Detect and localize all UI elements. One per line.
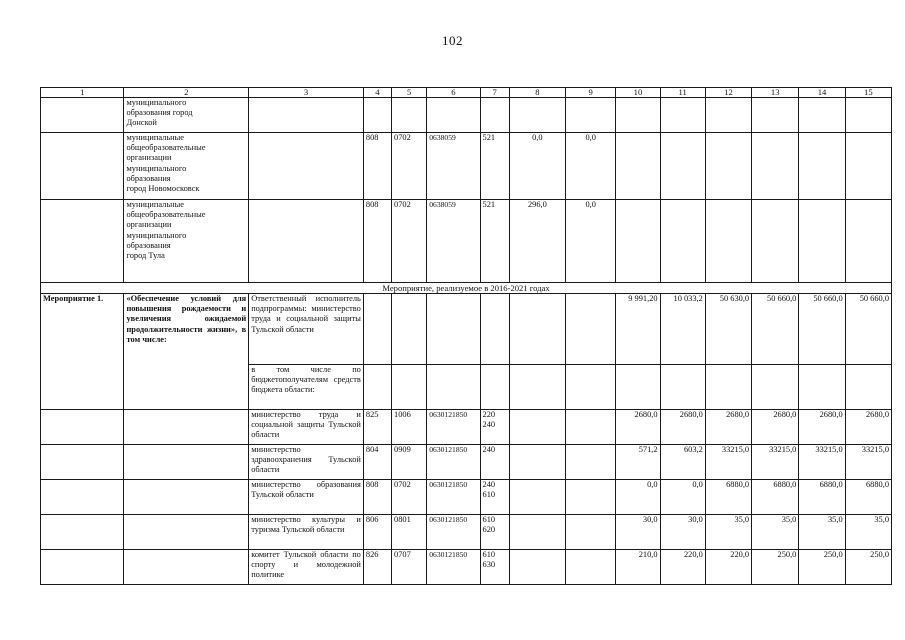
section-code-cell: 1006	[392, 410, 427, 445]
value-cell	[616, 98, 660, 133]
value-cell: 220,0	[705, 550, 751, 585]
header-cell: 12	[705, 88, 751, 98]
header-cell: 4	[363, 88, 391, 98]
value-cell	[752, 98, 799, 133]
header-cell: 3	[249, 88, 364, 98]
value-cell	[660, 133, 705, 200]
org-name-cell	[124, 98, 249, 133]
value-cell	[845, 133, 891, 200]
value-cell	[705, 98, 751, 133]
value-cell: 6880,0	[799, 480, 845, 515]
recipient-row	[41, 515, 892, 550]
header-cell: 8	[509, 88, 565, 98]
code-cell	[392, 365, 427, 410]
value-cell	[566, 365, 616, 410]
header-cell: 10	[616, 88, 660, 98]
value-cell: 6880,0	[752, 480, 799, 515]
value-cell	[660, 365, 705, 410]
event-title: «Обеспечение условий для повышения рождаемости и увеличения ожидаемой продолжительности жизни», в том числе:	[124, 294, 249, 410]
expense-type-cell	[480, 515, 509, 550]
recipient-row	[41, 410, 892, 445]
value-cell: 33215,0	[845, 445, 891, 480]
target-code-cell	[427, 98, 480, 133]
budget-table	[40, 87, 892, 585]
org-name-cell-line: муниципального	[126, 163, 187, 173]
value-cell: 2680,0	[660, 410, 705, 445]
org-name-cell-line: город Новомосковск	[126, 184, 200, 194]
target-code-cell: 0630121850	[427, 445, 480, 480]
expense-type-cell-line: 630	[482, 560, 496, 570]
table-row	[41, 98, 892, 133]
value-cell: 0,0	[566, 133, 616, 200]
event-row	[41, 294, 892, 365]
expense-type-cell	[480, 480, 509, 515]
col-2-cell	[124, 480, 249, 515]
header-cell: 11	[660, 88, 705, 98]
org-name-cell-line: организации	[126, 153, 172, 163]
value-cell: 50 660,0	[799, 294, 845, 365]
value-cell	[799, 98, 845, 133]
value-cell: 6880,0	[705, 480, 751, 515]
col-1-cell	[41, 550, 124, 585]
value-cell: 2680,0	[616, 410, 660, 445]
section-code-cell: 0707	[392, 550, 427, 585]
expense-type-cell	[480, 133, 509, 200]
code-cell	[363, 365, 391, 410]
value-cell	[616, 200, 660, 283]
target-code-cell: 0638059	[427, 200, 480, 283]
org-name-cell-line: город Тула	[126, 251, 165, 261]
header-cell: 14	[799, 88, 845, 98]
executor-cell: в том числе по бюджетополучателям средств бюджета области:	[249, 365, 364, 410]
expense-type-cell	[480, 365, 509, 410]
expense-type-cell-line: 620	[482, 525, 496, 535]
value-cell: 30,0	[660, 515, 705, 550]
code-cell	[427, 365, 480, 410]
org-name-cell-line: муниципального	[126, 230, 187, 240]
value-cell: 33215,0	[752, 445, 799, 480]
value-cell	[509, 98, 565, 133]
value-cell	[660, 98, 705, 133]
section-code-cell: 0702	[392, 480, 427, 515]
col-2-cell	[124, 410, 249, 445]
expense-type-cell	[480, 98, 509, 133]
recipient-name-cell: министерство образования Тульской области	[249, 480, 364, 515]
org-name-cell-line: организации	[126, 220, 172, 230]
value-cell: 35,0	[752, 515, 799, 550]
header-cell: 7	[480, 88, 509, 98]
grbs-code-cell: 806	[363, 515, 391, 550]
expense-type-cell-line: 240	[482, 445, 496, 454]
value-cell: 250,0	[799, 550, 845, 585]
value-cell	[799, 133, 845, 200]
value-cell	[566, 480, 616, 515]
value-cell	[509, 480, 565, 515]
expense-type-cell-line: 610	[482, 490, 496, 500]
value-cell	[566, 515, 616, 550]
org-name-cell-line: муниципальные	[126, 133, 184, 142]
value-cell	[752, 200, 799, 283]
target-code-cell: 0630121850	[427, 410, 480, 445]
value-cell: 6880,0	[845, 480, 891, 515]
value-cell	[509, 365, 565, 410]
section-title: Мероприятие, реализуемое в 2016-2021 годах	[41, 283, 892, 294]
col-1-cell	[41, 410, 124, 445]
col-2-cell	[124, 515, 249, 550]
org-name-cell-line: образования город	[126, 108, 193, 118]
section-code-cell: 0909	[392, 445, 427, 480]
value-cell: 50 630,0	[705, 294, 751, 365]
value-cell: 50 660,0	[845, 294, 891, 365]
value-cell: 2680,0	[705, 410, 751, 445]
expense-type-cell-line: 240	[482, 420, 496, 430]
org-name-cell-line: образования	[126, 240, 171, 250]
value-cell	[509, 550, 565, 585]
value-cell: 220,0	[660, 550, 705, 585]
col-3-cell	[249, 200, 364, 283]
value-cell: 35,0	[799, 515, 845, 550]
value-cell: 0,0	[509, 133, 565, 200]
grbs-code-cell: 808	[363, 480, 391, 515]
value-cell: 9 991,20	[616, 294, 660, 365]
org-name-cell-line: общеобразовательные	[126, 143, 206, 153]
value-cell: 0,0	[616, 480, 660, 515]
org-name-cell-line: общеобразовательные	[126, 210, 206, 220]
recipient-name-cell: министерство культуры и туризма Тульской области	[249, 515, 364, 550]
section-code-cell: 0801	[392, 515, 427, 550]
grbs-code-cell	[363, 98, 391, 133]
header-cell: 9	[566, 88, 616, 98]
code-cell	[427, 294, 480, 365]
section-code-cell	[392, 98, 427, 133]
code-cell	[363, 294, 391, 365]
event-label: Мероприятие 1.	[41, 294, 124, 410]
page-number: 102	[442, 33, 463, 48]
col-3-cell	[249, 133, 364, 200]
section-code-cell: 0702	[392, 133, 427, 200]
value-cell: 0,0	[566, 200, 616, 283]
col-1-cell	[41, 133, 124, 200]
value-cell: 603,2	[660, 445, 705, 480]
value-cell	[752, 365, 799, 410]
value-cell: 33215,0	[799, 445, 845, 480]
expense-type-cell	[480, 550, 509, 585]
expense-type-cell-line: 610	[482, 515, 496, 524]
table-row	[41, 200, 892, 283]
value-cell	[845, 200, 891, 283]
header-cell: 5	[392, 88, 427, 98]
col-2-cell	[124, 550, 249, 585]
value-cell	[705, 200, 751, 283]
value-cell: 35,0	[845, 515, 891, 550]
expense-type-cell-line: 220	[482, 410, 496, 419]
code-cell	[392, 294, 427, 365]
section-row	[41, 283, 892, 294]
value-cell	[509, 410, 565, 445]
value-cell	[509, 445, 565, 480]
col-1-cell	[41, 98, 124, 133]
value-cell	[660, 200, 705, 283]
expense-type-cell	[480, 200, 509, 283]
recipient-row	[41, 480, 892, 515]
org-name-cell	[124, 200, 249, 283]
recipient-name-cell: министерство здравоохранения Тульской области	[249, 445, 364, 480]
expense-type-cell	[480, 445, 509, 480]
value-cell	[799, 365, 845, 410]
grbs-code-cell: 804	[363, 445, 391, 480]
col-2-cell	[124, 445, 249, 480]
col-1-cell	[41, 515, 124, 550]
header-cell: 1	[41, 88, 124, 98]
header-cell: 15	[845, 88, 891, 98]
value-cell	[566, 550, 616, 585]
target-code-cell: 0630121850	[427, 480, 480, 515]
value-cell: 0,0	[660, 480, 705, 515]
value-cell: 35,0	[705, 515, 751, 550]
value-cell	[799, 200, 845, 283]
value-cell: 571,2	[616, 445, 660, 480]
grbs-code-cell: 808	[363, 200, 391, 283]
value-cell	[566, 445, 616, 480]
header-row	[41, 88, 892, 98]
value-cell: 296,0	[509, 200, 565, 283]
value-cell: 10 033,2	[660, 294, 705, 365]
expense-type-cell-line: 521	[482, 133, 496, 142]
value-cell	[845, 365, 891, 410]
col-1-cell	[41, 445, 124, 480]
target-code-cell: 0630121850	[427, 550, 480, 585]
expense-type-cell-line: 610	[482, 550, 496, 559]
value-cell	[845, 98, 891, 133]
col-1-cell	[41, 480, 124, 515]
header-cell: 13	[752, 88, 799, 98]
recipient-name-cell: комитет Тульской области по спорту и молодежной политике	[249, 550, 364, 585]
value-cell: 210,0	[616, 550, 660, 585]
grbs-code-cell: 826	[363, 550, 391, 585]
target-code-cell: 0638059	[427, 133, 480, 200]
org-name-cell-line: Донской	[126, 118, 157, 128]
recipient-row	[41, 445, 892, 480]
grbs-code-cell: 808	[363, 133, 391, 200]
col-3-cell	[249, 98, 364, 133]
value-cell: 250,0	[752, 550, 799, 585]
org-name-cell-line: муниципального	[126, 98, 187, 107]
value-cell: 2680,0	[752, 410, 799, 445]
value-cell	[566, 410, 616, 445]
value-cell	[752, 133, 799, 200]
value-cell: 2680,0	[845, 410, 891, 445]
grbs-code-cell: 825	[363, 410, 391, 445]
header-cell: 6	[427, 88, 480, 98]
org-name-cell-line: муниципальные	[126, 200, 184, 209]
table-row	[41, 133, 892, 200]
expense-type-cell-line: 240	[482, 480, 496, 489]
value-cell	[509, 294, 565, 365]
value-cell: 30,0	[616, 515, 660, 550]
value-cell: 2680,0	[799, 410, 845, 445]
executor-cell: Ответственный исполнитель подпрограммы: министерство труда и социальной защиты Тульской области	[249, 294, 364, 365]
org-name-cell-line: образования	[126, 173, 171, 183]
value-cell: 50 660,0	[752, 294, 799, 365]
value-cell: 33215,0	[705, 445, 751, 480]
expense-type-cell-line: 521	[482, 200, 496, 209]
value-cell	[705, 365, 751, 410]
value-cell	[509, 515, 565, 550]
value-cell	[616, 133, 660, 200]
section-code-cell: 0702	[392, 200, 427, 283]
header-cell: 2	[124, 88, 249, 98]
recipient-name-cell: министерство труда и социальной защиты Тульской области	[249, 410, 364, 445]
expense-type-cell	[480, 294, 509, 365]
value-cell	[705, 133, 751, 200]
recipient-row	[41, 550, 892, 585]
col-1-cell	[41, 200, 124, 283]
expense-type-cell	[480, 410, 509, 445]
value-cell	[566, 294, 616, 365]
value-cell	[616, 365, 660, 410]
value-cell: 250,0	[845, 550, 891, 585]
target-code-cell: 0630121850	[427, 515, 480, 550]
org-name-cell	[124, 133, 249, 200]
value-cell	[566, 98, 616, 133]
